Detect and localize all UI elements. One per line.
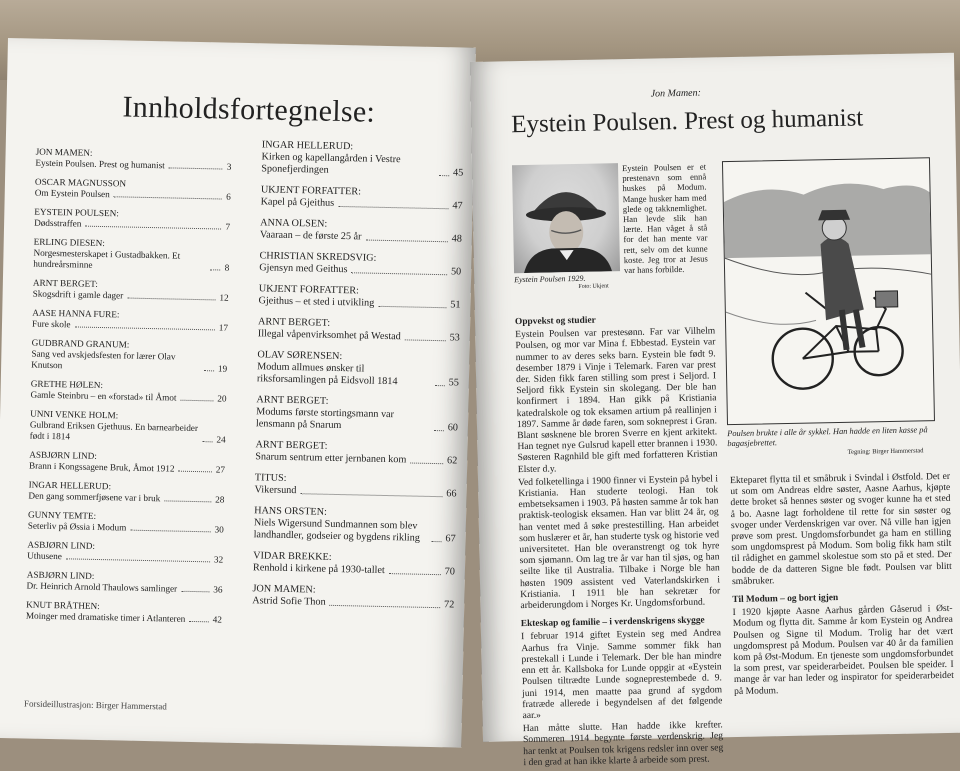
toc-entry	[254, 505, 457, 545]
toc-entry-title: Vikersund	[254, 484, 297, 497]
toc-entry-title: Modum allmues ønsker til riksforsamlingen på Eidsvoll 1814	[256, 361, 398, 388]
toc-entry-author: VIDAR BREKKE:	[253, 550, 332, 563]
toc-entry-page: 7	[225, 221, 231, 232]
toc-entry	[253, 550, 455, 578]
toc-entry-page: 24	[216, 434, 226, 445]
toc-entry	[254, 472, 456, 500]
toc-entry	[256, 394, 459, 434]
toc-leader-dots	[389, 573, 441, 575]
toc-entry-author: CHRISTIAN SKREDSVIG:	[259, 250, 377, 264]
article-intro: Eystein Poulsen er et prestenavn som ennå huskes på Modum. Mange husker ham med glede og takknemlighet. Han levde slik han lærte. Han våget å stå for det han mente var rett, selv om det kunne koste. Jeg tror at Jesus var hans forbilde.	[621, 161, 708, 276]
toc-entry-page: 30	[214, 524, 224, 535]
toc-entry-title: Den gang sommerfjøsene var i bruk	[28, 490, 161, 504]
toc-entry-author: KNUT BRÅTHEN:	[26, 599, 100, 612]
toc-right-column	[252, 139, 464, 620]
toc-leader-dots	[169, 167, 223, 169]
toc-entry	[258, 316, 460, 344]
photo-caption: Eystein Poulsen 1929.	[514, 273, 586, 285]
toc-entry-title: Kirken og kapellangården i Vestre Sponefjerdingen	[261, 151, 401, 176]
toc-entry	[35, 147, 231, 173]
toc-entry	[30, 409, 227, 446]
toc-entry-page: 70	[444, 566, 456, 578]
paragraph: Ekteparet flytta til et småbruk i Svindal i Østfold. Det er ut som om Andreas eldre søster, Aasne Aarhus, kjøpte dette broket så hennes søster og svoger kunne ha et sted å bo. Aasne lagt forholdene til rette for sin søster og svoger under Verdenskrigen var over. Nå ville han igjen prøve som prest. Ungdomsforbundet ga ham en stilling som ungdomsprest på Modum. Som bolig fikk ham stilt til rådighet en gammel skolestue som sto på et sted. Der bodde de da datteren Signe ble født. Poulsen var blitt småbruker.	[729, 470, 952, 587]
right-page	[470, 53, 960, 768]
toc-entry-page: 32	[213, 554, 224, 565]
toc-entry-title: Dødsstraffen	[34, 217, 82, 229]
toc-entry-page: 36	[213, 584, 223, 595]
cover-illustration-credit: Forsideillustrasjon: Birger Hammerstad	[23, 698, 167, 712]
toc-entry-page: 62	[446, 455, 458, 467]
sketch-illustration	[723, 158, 934, 424]
toc-entry-title: Fure skole	[31, 318, 71, 330]
toc-entry-title: Seterliv på Øssia i Modum	[27, 520, 127, 533]
toc-entry	[26, 600, 222, 626]
section-heading-marriage: Ekteskap og familie – i verdenskrigens skygge	[520, 615, 705, 630]
toc-entry-row	[256, 406, 458, 434]
toc-entry-author: JON MAMEN:	[252, 583, 316, 596]
toc-entry	[35, 177, 231, 203]
toc-entry	[29, 450, 225, 476]
toc-entry-author: AASE HANNA FURE:	[32, 307, 120, 320]
toc-title: Innholdsfortegnelse:	[122, 90, 376, 129]
toc-leader-dots	[204, 370, 214, 371]
toc-entry-author: EYSTEIN POULSEN:	[34, 206, 119, 219]
paragraph: Ved folketellinga i 1900 finner vi Eystein på hybel i Kristiania. Han studerte teologi. Han tok embetseksamen i 1903. På høsten samme år tok han praktisk-teologisk eksamen. Han var blitt 24 år, og han ventet med å søke prestestilling. Han arbeidet som huslærer et år, han studerte tysk og historie ved universitetet. Han ble overanstrengt og tok hyre som sjømann. Om lag tre år var han til sjøs, og han seilte like til Australia. Tilbake i Norge ble han høsten 1909 assistent ved Vaterlandskirken i Kristiania. I 1911 ble han sekretær for arbeiderungdom i Norges Kr. Ungdomsforbund.	[517, 473, 721, 612]
toc-leader-dots	[410, 463, 443, 465]
article-title: Eystein Poulsen. Prest og humanist	[510, 104, 864, 139]
toc-entry-author: ARNT BERGET:	[257, 316, 331, 329]
toc-entry-page: 51	[450, 299, 461, 311]
toc-entry-page: 47	[452, 200, 463, 212]
toc-entry-page: 53	[449, 332, 460, 344]
toc-entry-page: 67	[445, 533, 456, 545]
toc-leader-dots	[434, 430, 444, 431]
toc-entry-title: Norgesmesterskapet i Gustadbakken. Et hundreårsminne	[33, 247, 181, 270]
toc-leader-dots	[351, 272, 447, 275]
toc-leader-dots	[405, 339, 446, 341]
toc-leader-dots	[74, 326, 214, 330]
toc-entry-title: Om Eystein Poulsen	[34, 187, 110, 200]
toc-entry-title: Dr. Heinrich Arnold Thaulows samlinger	[26, 580, 178, 594]
toc-entry-title: Astrid Sofie Thon	[252, 595, 326, 608]
toc-entry-page: 28	[215, 494, 225, 505]
toc-entry-title: Kapel på Gjeithus	[260, 196, 335, 209]
toc-entry-page: 72	[443, 599, 455, 611]
paragraph: I februar 1914 giftet Eystein seg med Andrea Aarhus fra Vinje. Samme sommer fikk han prestekall i Lunde i Telemark. Der ble han mindre enn ett år. Kallsboka for Lunde oppgir at «Eystein Poulsen tiltrædte Lunde sogneprestembede d. 9. juni 1914, men maatte paa grund af sygdom fratræde allerede i begyndelsen af det følgende aar.»	[520, 627, 723, 722]
toc-leader-dots	[178, 471, 211, 473]
toc-entry	[26, 570, 222, 596]
toc-entry-title: Renhold i kirkene på 1930-tallet	[252, 562, 385, 577]
toc-entry	[252, 583, 454, 611]
toc-entry-title: Gjeithus – et sted i utvikling	[258, 295, 375, 309]
toc-entry-page: 8	[224, 262, 230, 273]
toc-entry	[260, 184, 462, 212]
toc-leader-dots	[127, 298, 215, 301]
toc-entry-page: 48	[451, 233, 463, 245]
toc-entry-page: 6	[226, 191, 231, 202]
toc-entry-row	[254, 517, 456, 545]
toc-entry-page: 66	[446, 488, 457, 500]
sketch-caption: Poulsen brukte i alle år sykkel. Han hadde en liten kasse på bagasjebrettet.	[727, 425, 928, 449]
toc-entry-page: 42	[212, 614, 222, 625]
toc-entry-author: INGAR HELLERUD:	[261, 139, 354, 153]
toc-leader-dots	[365, 240, 447, 243]
toc-entry-author: ANNA OLSEN:	[260, 217, 328, 230]
toc-entry	[27, 540, 223, 566]
toc-entry	[255, 439, 457, 467]
toc-entry	[32, 308, 228, 334]
toc-entry	[261, 139, 464, 179]
article-column-1	[515, 305, 724, 770]
toc-leader-dots	[378, 306, 446, 308]
toc-entry-title: Vaaraan – de første 25 år	[259, 229, 362, 243]
toc-entry-row	[30, 420, 226, 446]
toc-leader-dots	[180, 400, 213, 402]
toc-entry-page: 45	[452, 167, 464, 179]
toc-entry	[33, 278, 229, 304]
toc-entry-page: 3	[226, 161, 232, 172]
toc-left-column	[26, 147, 232, 634]
paragraph: I 1920 kjøpte Aasne Aarhus gården Gåserud i Øst-Modum og flytta dit. Samme år kom Eystein og Andrea Poulsen og Signe til Modum. Trolig har det vært ungdomsprest på Modum. Poulsen var 40 år da familien kom på Øst-Modum. En tjeneste som ungdomsforbundet la som prest, var speiderarbeidet. Poulsen ble speider. I mange år var han leder og inspirator for speiderarbeidet på Modum.	[732, 603, 954, 697]
toc-entry	[28, 510, 224, 536]
toc-leader-dots	[130, 530, 210, 533]
toc-entry-page: 20	[217, 393, 227, 404]
toc-entry-page: 19	[217, 363, 228, 374]
toc-entry-row	[261, 151, 463, 179]
toc-entry-author: TITUS:	[254, 472, 287, 484]
paragraph: Eystein Poulsen var prestesønn. Far var Vilhelm Poulsen, og mor var Mina f. Ebbestad. Eystein var nummer to av deres seks barn. Eystein ble født 9. desember 1879 i Vinje i Telemark. Faren var prest der. Siden fikk faren stilling som prest i Seljord. I Seljord fikk Eystein sin skolegang. Der ble han konfirmert i 1894. Han gikk på Kristiania katedralskole og tok eksamen artium på reallinjen i 1897. Samme år døde faren, som sokneprest i Gran. Blant søsknene ble broren Sverre en kjent arkitekt. Han tegnet nye Gulsrud kapell etter brannen i 1930. Søsteren Ragnhild ble gift med forfatteren Kristian Elster d.y.	[515, 325, 718, 475]
toc-entry-author: UKJENT FORFATTER:	[258, 283, 359, 297]
toc-leader-dots	[114, 196, 222, 199]
toc-entry-author: OSCAR MAGNUSSON	[34, 176, 127, 189]
toc-entry-page: 12	[219, 292, 229, 303]
toc-entry-author: GRETHE HØLEN:	[30, 378, 104, 391]
toc-entry-row	[257, 361, 459, 389]
toc-leader-dots	[189, 621, 208, 622]
toc-entry-title: Moinger med dramatiske timer i Atlanteren	[25, 610, 186, 624]
toc-entry-author: ARNT BERGET:	[255, 439, 328, 452]
toc-entry-author: ARNT BERGET:	[256, 394, 329, 407]
toc-entry-author: ASBJØRN LIND:	[27, 539, 96, 551]
toc-entry-author: UKJENT FORFATTER:	[260, 184, 362, 198]
toc-entry-author: UNNI VENKE HOLM:	[30, 408, 119, 421]
toc-entry	[34, 207, 230, 233]
left-page	[0, 38, 476, 748]
toc-leader-dots	[211, 269, 221, 270]
cyclist-sketch	[722, 157, 935, 425]
toc-entry-title: Gulbrand Eriksen Gjethuus. En barnearbeider født i 1814	[29, 419, 199, 442]
toc-entry-author: OLAV SØRENSEN:	[257, 349, 343, 363]
toc-leader-dots	[431, 541, 441, 542]
toc-entry-title: Uthusene	[27, 550, 62, 562]
article-column-2	[730, 471, 954, 699]
toc-leader-dots	[85, 226, 221, 230]
photo-credit: Foto: Ukjent	[578, 283, 609, 290]
toc-entry-title: Sang ved avskjedsfesten for lærer Olav Knutson	[31, 348, 176, 371]
toc-leader-dots	[181, 591, 209, 593]
toc-entry-author: ASBJØRN LIND:	[26, 569, 95, 581]
toc-entry-author: ARNT BERGET:	[32, 277, 98, 289]
toc-entry-row	[31, 349, 227, 375]
toc-entry	[258, 283, 460, 311]
toc-leader-dots	[439, 175, 449, 176]
toc-entry-row	[33, 248, 229, 274]
toc-entry-page: 55	[448, 377, 459, 389]
toc-entry-title: Illegal våpenvirksomhet på Westad	[257, 328, 401, 343]
sketch-credit: Tegning: Birger Hammerstad	[847, 447, 924, 456]
toc-entry-title: Gamle Steinbru – en «forstad» til Åmot	[30, 389, 177, 403]
toc-entry-author: ERLING DIESEN:	[33, 236, 106, 249]
toc-entry	[31, 338, 228, 375]
toc-entry	[28, 480, 224, 506]
portrait-photo	[512, 163, 620, 273]
toc-entry	[33, 237, 230, 274]
toc-leader-dots	[300, 493, 442, 497]
toc-entry-author: GUDBRAND GRANUM:	[31, 337, 130, 350]
toc-leader-dots	[164, 500, 211, 502]
toc-leader-dots	[435, 385, 445, 386]
paragraph: Han måtte slutte. Han hadde ikke krefter. Sommeren 1914 begynte første verdenskrig. Jeg har tenkt at Poulsen tok krigens redsler inn over seg i den grad at han ikke klarte å arbeide som prest.	[522, 719, 724, 768]
toc-entry-title: Snarum sentrum etter jernbanen kom	[255, 451, 407, 466]
toc-entry-author: INGAR HELLERUD:	[28, 479, 112, 492]
toc-entry-author: ASBJØRN LIND:	[29, 449, 98, 461]
toc-leader-dots	[338, 206, 448, 209]
toc-leader-dots	[330, 605, 440, 608]
toc-entry-title: Brann i Kongssagene Bruk, Åmot 1912	[28, 460, 175, 474]
toc-entry-page: 17	[218, 322, 229, 333]
toc-entry	[30, 379, 226, 405]
toc-entry-author: HANS ORSTEN:	[254, 505, 328, 518]
toc-entry-author: JON MAMEN:	[35, 146, 93, 158]
portrait-image	[512, 163, 620, 273]
toc-entry-title: Niels Wigersund Sundmannen som blev landhandler, godseier og bygdens rikling	[253, 517, 420, 544]
toc-entry-title: Skogsdrift i gamle dager	[32, 288, 124, 301]
toc-entry-title: Modums første stortingsmann var lensmann på Snarum	[255, 406, 395, 432]
toc-entry-author: GUNNY TEMTE:	[27, 509, 97, 521]
toc-entry-page: 27	[215, 464, 226, 475]
toc-entry-title: Gjensyn med Geithus	[259, 262, 348, 276]
toc-entry	[259, 250, 461, 278]
section-heading-upbringing: Oppvekst og studier	[514, 315, 596, 328]
toc-entry	[257, 349, 460, 389]
toc-entry-page: 50	[450, 266, 462, 278]
toc-entry-page: 60	[447, 422, 459, 434]
article-kicker: Jon Mamen:	[650, 87, 702, 100]
toc-entry-title: Eystein Poulsen. Prest og humanist	[35, 157, 165, 171]
toc-leader-dots	[66, 558, 210, 562]
section-heading-modum: Til Modum – og bort igjen	[732, 593, 839, 606]
toc-leader-dots	[202, 441, 212, 442]
toc-entry	[260, 217, 462, 245]
